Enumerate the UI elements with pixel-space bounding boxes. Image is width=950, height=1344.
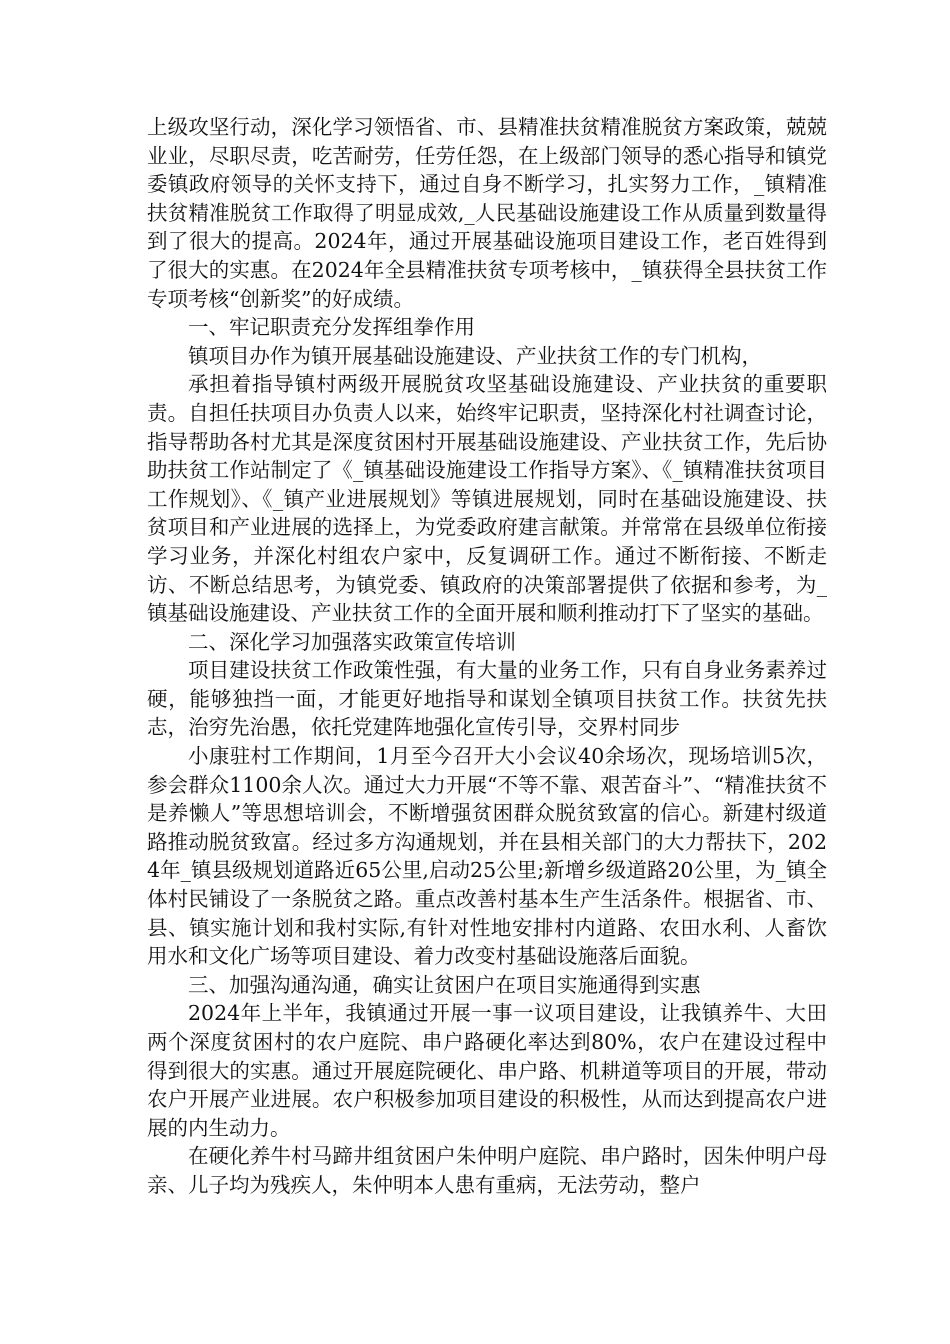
body-paragraph: 镇项目办作为镇开展基础设施建设、产业扶贫工作的专门机构， — [188, 343, 762, 368]
section-heading: 三、加强沟通沟通，确实让贫困户在项目实施通得到实惠 — [188, 972, 701, 997]
body-paragraph: 2024年上半年，我镇通过开展一事一议项目建设，让我镇养牛、大田两个深度贫困村的农户庭院、串户路硬化率达到80%，农户在建设过程中得到很大的实惠。通过开展庭院硬化、串户路、机耕道等项目的开展，带动农户开展产业进展。农户积极参加项目建设的积极性，从而达到提高农户进展的内生动力。 — [147, 1001, 827, 1140]
body-paragraph: 承担着指导镇村两级开展脱贫攻坚基础设施建设、产业扶贫的重要职责。自担任扶项目办负责人以来，始终牢记职责，坚持深化村社调查讨论，指导帮助各村尤其是深度贫困村开展基础设施建设、产业扶贫工作，先后协助扶贫工作站制定了《_镇基础设施建设工作指导方案》、《_镇精准扶贫项目工作规划》、《_镇产业进展规划》等镇进展规划，同时在基础设施建设、扶贫项目和产业进展的选择上，为党委政府建言献策。并常常在县级单位衔接学习业务，并深化村组农户家中，反复调研工作。通过不断衔接、不断走访、不断总结思考，为镇党委、镇政府的决策部署提供了依据和参考，为_镇基础设施建设、产业扶贫工作的全面开展和顺利推动打下了坚实的基础。 — [147, 372, 827, 626]
body-paragraph: 上级攻坚行动，深化学习领悟省、市、县精准扶贫精准脱贫方案政策，兢兢业业，尽职尽责，吃苦耐劳，任劳任怨，在上级部门领导的悉心指导和镇党委镇政府领导的关怀支持下，通过自身不断学习，扎实努力工作，_镇精准扶贫精准脱贫工作取得了明显成效,_人民基础设施建设工作从质量到数量得到了很大的提高。2024年，通过开展基础设施项目建设工作，老百姓得到了很大的实惠。在2024年全县精准扶贫专项考核中，_镇获得全县扶贫工作专项考核“创新奖”的好成绩。 — [147, 115, 827, 311]
section-heading: 一、牢记职责充分发挥组拳作用 — [188, 315, 475, 340]
body-paragraph: 在硬化养牛村马蹄井组贫困户朱仲明户庭院、串户路时，因朱仲明户母亲、儿子均为残疾人，朱仲明本人患有重病，无法劳动，整户 — [147, 1144, 827, 1197]
section-heading: 二、深化学习加强落实政策宣传培训 — [188, 629, 516, 654]
body-paragraph: 小康驻村工作期间，1月至今召开大小会议40余场次，现场培训5次，参会群众1100余人次。通过大力开展“不等不靠、艰苦奋斗”、“精准扶贫不是养懒人”等思想培训会，不断增强贫困群众脱贫致富的信心。新建村级道路推动脱贫致富。经过多方沟通规划，并在县相关部门的大力帮扶下，2024年_镇县级规划道路近65公里,启动25公里;新增乡级道路20公里，为_镇全体村民铺设了一条脱贫之路。重点改善村基本生产生活条件。根据省、市、县、镇实施计划和我村实际,有针对性地安排村内道路、农田水利、人畜饮用水和文化广场等项目建设、着力改变村基础设施落后面貌。 — [147, 744, 827, 969]
body-paragraph: 项目建设扶贫工作政策性强，有大量的业务工作，只有自身业务素养过硬，能够独挡一面，才能更好地指导和谋划全镇项目扶贫工作。扶贫先扶志，治穷先治愚，依托党建阵地强化宣传引导，交界村同步 — [147, 658, 827, 740]
document-page — [147, 113, 827, 1200]
